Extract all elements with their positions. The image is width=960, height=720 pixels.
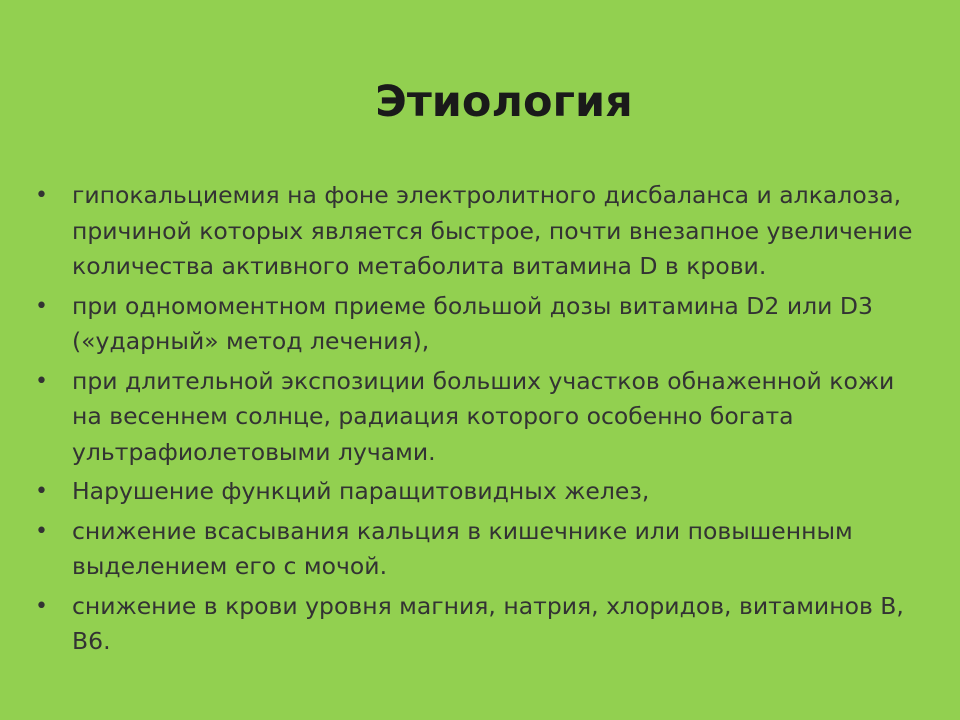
bullet-dot-icon: • xyxy=(35,183,48,208)
bullet-item xyxy=(35,289,925,360)
bullet-text: снижение всасывания кальция в кишечнике или повышенным выделением его с мочой. xyxy=(72,516,853,580)
bullet-item xyxy=(35,589,925,660)
bullet-dot-icon: • xyxy=(35,368,48,394)
bullet-list xyxy=(35,178,925,664)
bullet-dot-icon: • xyxy=(35,518,48,544)
slide-title: Этиология xyxy=(375,77,633,127)
bullet-dot-icon: • xyxy=(35,479,48,504)
bullet-item xyxy=(35,474,925,510)
bullet-text: снижение в крови уровня магния, натрия, хлоридов, витаминов В, В6. xyxy=(72,591,904,655)
bullet-text: при одномоментном приеме большой дозы витамина D2 или D3 («ударный» метод лечения), xyxy=(72,291,873,355)
bullet-text: при длительной экспозиции больших участков обнаженной кожи на весеннем солнце, радиация которого особенно богата ультрафиолетовыми лучами. xyxy=(72,366,895,466)
bullet-item xyxy=(35,178,925,285)
bullet-dot-icon: • xyxy=(35,293,48,319)
bullet-dot-icon: • xyxy=(35,593,48,619)
bullet-item xyxy=(35,364,925,471)
bullet-text: гипокальциемия на фоне электролитного дисбаланса и алкалоза, причиной которых является быстрое, почти внезапное увеличение количества активного метаболита витамина D в крови. xyxy=(72,181,913,280)
bullet-item xyxy=(35,514,925,585)
bullet-text: Нарушение функций паращитовидных желез, xyxy=(72,477,650,505)
